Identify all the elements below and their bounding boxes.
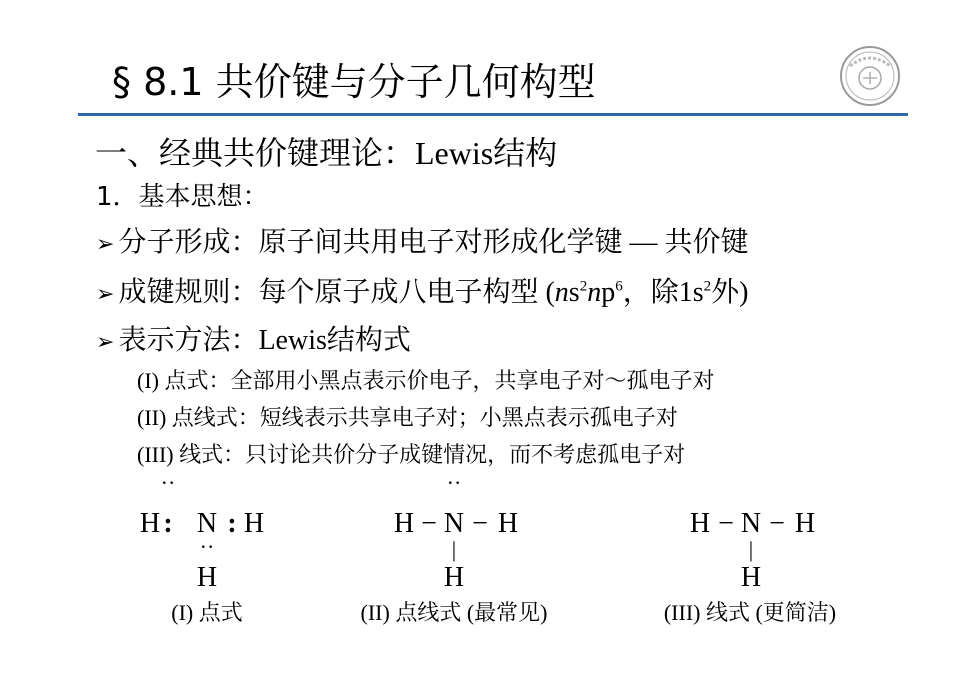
bond-right: − <box>472 508 488 539</box>
bullet-text: 外) <box>711 277 749 308</box>
bond-left: − <box>718 508 734 539</box>
method-item: (I) 点式：全部用小黑点表示价电子，共享电子对～孤电子对 <box>137 368 715 393</box>
bullet-text: ，除1s <box>622 277 704 308</box>
bullet-item <box>96 318 411 358</box>
arrow-bullet-icon: ➢ <box>96 329 115 354</box>
bond-left: : <box>163 508 173 539</box>
formula-n: n <box>587 277 602 308</box>
method-item: (II) 点线式：短线表示共享电子对；小黑点表示孤电子对 <box>137 405 678 430</box>
bullet-text: 每个原子成八电子构型 ( <box>258 277 555 308</box>
bullet-item <box>96 270 748 310</box>
lone-pair-dots: ·· <box>446 480 462 495</box>
atom-h-right: H <box>497 508 519 539</box>
arrow-bullet-icon: ➢ <box>96 281 115 306</box>
bullet-label: 分子形成： <box>118 227 259 258</box>
method-item: (III) 线式：只讨论共价分子成键情况，而不考虑孤电子对 <box>137 442 686 467</box>
atom-h-left: H <box>393 508 415 539</box>
formula-sup: 2 <box>703 278 712 295</box>
atom-n: N <box>443 508 465 539</box>
university-seal-icon <box>838 44 902 108</box>
formula-p: p <box>601 277 616 308</box>
bullet-text: Lewis结构式 <box>258 325 411 356</box>
section-heading: 一、经典共价键理论：Lewis结构 <box>95 135 558 171</box>
atom-h-left: H <box>139 508 161 539</box>
title-divider <box>78 113 908 116</box>
bullet-label: 成键规则： <box>118 277 259 308</box>
formula-sup: 6 <box>615 278 623 295</box>
formula-s: s <box>568 277 580 308</box>
atom-h-bottom: H <box>443 562 465 593</box>
arrow-bullet-icon: ➢ <box>96 231 115 256</box>
formula-n: n <box>554 277 569 308</box>
page-title: § 8.1 共价键与分子几何构型 <box>112 60 596 104</box>
atom-h-left: H <box>689 508 711 539</box>
atom-h-bottom: H <box>740 562 762 593</box>
bond-right: : <box>227 508 237 539</box>
atom-n: N <box>196 508 218 539</box>
lewis-structure-line <box>630 480 870 625</box>
lewis-structure-dot <box>88 480 328 625</box>
bond-bottom: | <box>451 537 457 562</box>
formula-sup: 2 <box>579 278 588 295</box>
atom-n: N <box>740 508 762 539</box>
bond-left: − <box>421 508 437 539</box>
bullet-text: 原子间共用电子对形成化学键 — 共价键 <box>258 227 749 258</box>
structure-caption: (II) 点线式 (最常见) <box>360 600 548 625</box>
atom-h-bottom: H <box>196 562 218 593</box>
bond-bottom: | <box>748 537 754 562</box>
lewis-structure-dot-line <box>334 480 574 625</box>
bond-bottom: ·· <box>199 534 215 559</box>
structure-caption: (III) 线式 (更简洁) <box>663 600 837 625</box>
lone-pair-dots: ·· <box>160 480 176 495</box>
bond-right: − <box>769 508 785 539</box>
atom-h-right: H <box>243 508 265 539</box>
atom-h-right: H <box>794 508 816 539</box>
bullet-label: 表示方法： <box>118 325 259 356</box>
bullet-item <box>96 220 748 260</box>
structure-caption: (I) 点式 <box>171 600 243 625</box>
subheading: 1．基本思想： <box>96 182 269 212</box>
